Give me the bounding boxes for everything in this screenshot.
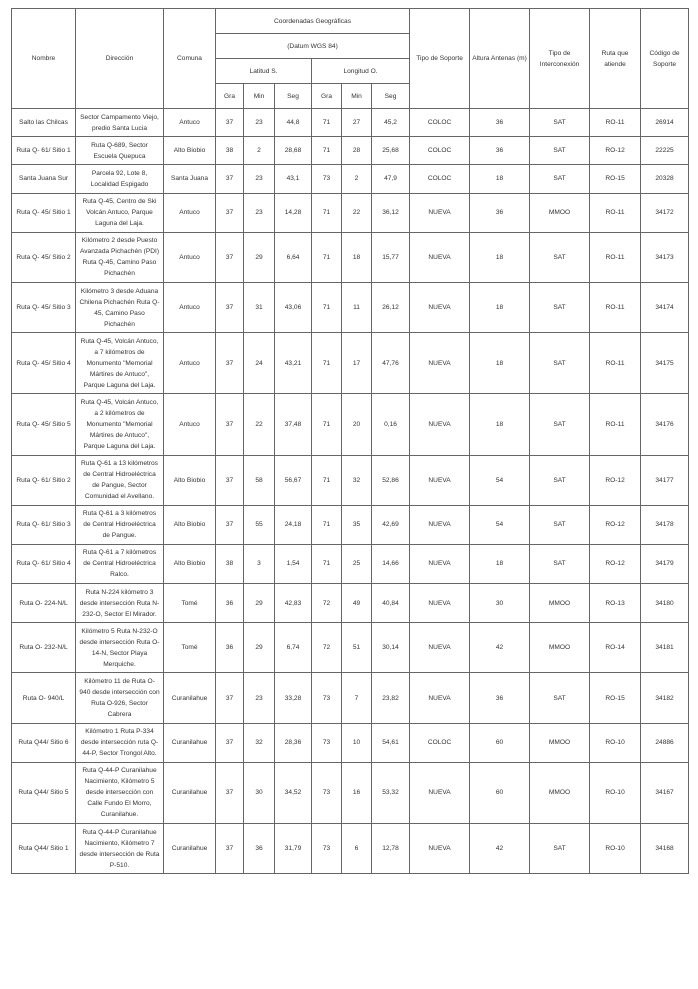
cell-comuna: Antuco xyxy=(164,333,216,394)
cell-lat-gra: 37 xyxy=(216,282,244,332)
cell-comuna: Tomé xyxy=(164,623,216,673)
cell-ruta: RO-10 xyxy=(590,824,641,874)
cell-lon-gra: 73 xyxy=(312,824,342,874)
cell-lat-seg: 1,54 xyxy=(275,544,312,583)
cell-ruta: RO-15 xyxy=(590,673,641,723)
cell-inter: SAT xyxy=(530,282,590,332)
cell-lon-min: 28 xyxy=(342,137,372,165)
cell-direccion: Kilómetro 5 Ruta N-232-O desde intersección Ruta O- 14-N, Sector Playa Merquiche. xyxy=(76,623,164,673)
cell-lat-seg: 28,68 xyxy=(275,137,312,165)
cell-altura: 36 xyxy=(470,137,530,165)
cell-comuna: Alto Biobio xyxy=(164,544,216,583)
cell-lon-seg: 26,12 xyxy=(372,282,410,332)
cell-codigo: 34172 xyxy=(641,193,689,232)
cell-lon-gra: 71 xyxy=(312,232,342,282)
cell-inter: SAT xyxy=(530,673,590,723)
cell-lon-gra: 71 xyxy=(312,333,342,394)
cell-lon-min: 2 xyxy=(342,165,372,193)
cell-lon-gra: 72 xyxy=(312,584,342,623)
cell-lon-min: 10 xyxy=(342,723,372,762)
cell-ruta: RO-11 xyxy=(590,232,641,282)
cell-nombre: Ruta Q44/ Sitio 5 xyxy=(12,762,76,823)
cell-tipo: NUEVA xyxy=(410,193,470,232)
table-row xyxy=(12,137,689,165)
table-header xyxy=(12,9,689,109)
cell-lat-min: 29 xyxy=(244,584,275,623)
cell-lon-min: 6 xyxy=(342,824,372,874)
cell-comuna: Antuco xyxy=(164,232,216,282)
table-row xyxy=(12,824,689,874)
cell-lat-seg: 28,36 xyxy=(275,723,312,762)
sites-table xyxy=(11,8,689,874)
cell-lon-gra: 73 xyxy=(312,723,342,762)
cell-inter: MMOO xyxy=(530,193,590,232)
cell-ruta: RO-11 xyxy=(590,333,641,394)
cell-lat-gra: 37 xyxy=(216,333,244,394)
cell-nombre: Ruta O- 940/L xyxy=(12,673,76,723)
cell-nombre: Ruta Q- 45/ Sitio 1 xyxy=(12,193,76,232)
cell-ruta: RO-11 xyxy=(590,109,641,137)
cell-altura: 18 xyxy=(470,282,530,332)
cell-comuna: Alto Biobio xyxy=(164,505,216,544)
cell-codigo: 34178 xyxy=(641,505,689,544)
cell-altura: 36 xyxy=(470,673,530,723)
cell-direccion: Ruta Q-45, Centro de Ski Volcán Antuco, Parque Laguna del Laja. xyxy=(76,193,164,232)
cell-inter: MMOO xyxy=(530,723,590,762)
cell-nombre: Ruta Q- 61/ Sitio 1 xyxy=(12,137,76,165)
cell-lat-gra: 37 xyxy=(216,109,244,137)
cell-lat-min: 23 xyxy=(244,109,275,137)
header-lat-min: Min xyxy=(244,84,275,109)
cell-lat-min: 2 xyxy=(244,137,275,165)
cell-lat-min: 36 xyxy=(244,824,275,874)
cell-direccion: Ruta Q-45, Volcán Antuco, a 2 kilómetros de Monumento "Memorial Mártires de Antuco", Parque Laguna del Laja. xyxy=(76,394,164,455)
cell-altura: 18 xyxy=(470,544,530,583)
cell-nombre: Ruta O- 224-N/L xyxy=(12,584,76,623)
cell-codigo: 34175 xyxy=(641,333,689,394)
cell-lat-seg: 6,64 xyxy=(275,232,312,282)
cell-lon-min: 35 xyxy=(342,505,372,544)
cell-codigo: 34181 xyxy=(641,623,689,673)
cell-lon-gra: 71 xyxy=(312,394,342,455)
cell-inter: SAT xyxy=(530,333,590,394)
cell-comuna: Alto Biobio xyxy=(164,137,216,165)
cell-tipo: NUEVA xyxy=(410,455,470,505)
cell-inter: SAT xyxy=(530,544,590,583)
cell-inter: SAT xyxy=(530,109,590,137)
cell-lon-gra: 73 xyxy=(312,165,342,193)
cell-lat-seg: 37,48 xyxy=(275,394,312,455)
cell-direccion: Kilómetro 2 desde Puesto Avanzada Pichachén (PDI) Ruta Q-45, Camino Paso Pichachén xyxy=(76,232,164,282)
cell-lat-gra: 38 xyxy=(216,137,244,165)
cell-codigo: 34174 xyxy=(641,282,689,332)
cell-lat-gra: 37 xyxy=(216,165,244,193)
cell-lat-min: 55 xyxy=(244,505,275,544)
header-coordenadas: Coordenadas Geográficas xyxy=(216,9,410,34)
cell-lon-seg: 25,68 xyxy=(372,137,410,165)
cell-inter: SAT xyxy=(530,455,590,505)
cell-lat-gra: 36 xyxy=(216,584,244,623)
header-lon-min: Min xyxy=(342,84,372,109)
cell-lon-min: 11 xyxy=(342,282,372,332)
cell-comuna: Curanilahue xyxy=(164,824,216,874)
header-lon-seg: Seg xyxy=(372,84,410,109)
cell-comuna: Curanilahue xyxy=(164,723,216,762)
cell-lat-gra: 36 xyxy=(216,623,244,673)
cell-lon-seg: 53,32 xyxy=(372,762,410,823)
cell-lat-min: 3 xyxy=(244,544,275,583)
header-ruta: Ruta que atiende xyxy=(590,9,641,109)
cell-lon-seg: 15,77 xyxy=(372,232,410,282)
cell-lat-seg: 34,52 xyxy=(275,762,312,823)
cell-codigo: 24886 xyxy=(641,723,689,762)
header-latitud: Latitud S. xyxy=(216,59,312,84)
cell-lat-min: 58 xyxy=(244,455,275,505)
cell-lon-min: 17 xyxy=(342,333,372,394)
cell-lat-seg: 43,21 xyxy=(275,333,312,394)
cell-lon-seg: 42,69 xyxy=(372,505,410,544)
table-row xyxy=(12,165,689,193)
cell-altura: 42 xyxy=(470,824,530,874)
cell-tipo: NUEVA xyxy=(410,282,470,332)
cell-lon-gra: 71 xyxy=(312,282,342,332)
cell-lat-gra: 38 xyxy=(216,544,244,583)
cell-lon-seg: 47,76 xyxy=(372,333,410,394)
cell-inter: SAT xyxy=(530,165,590,193)
table-body xyxy=(12,109,689,874)
cell-codigo: 26914 xyxy=(641,109,689,137)
header-tipo-soporte: Tipo de Soporte xyxy=(410,9,470,109)
cell-direccion: Sector Campamento Viejo, predio Santa Lucia xyxy=(76,109,164,137)
cell-direccion: Ruta N-224 kilómetro 3 desde intersección Ruta N- 232-O, Sector El Mirador. xyxy=(76,584,164,623)
cell-lon-min: 7 xyxy=(342,673,372,723)
cell-ruta: RO-13 xyxy=(590,584,641,623)
cell-ruta: RO-10 xyxy=(590,723,641,762)
cell-lat-gra: 37 xyxy=(216,762,244,823)
cell-lat-min: 23 xyxy=(244,193,275,232)
cell-altura: 18 xyxy=(470,394,530,455)
cell-lat-min: 22 xyxy=(244,394,275,455)
cell-tipo: NUEVA xyxy=(410,584,470,623)
cell-inter: SAT xyxy=(530,824,590,874)
table-row xyxy=(12,584,689,623)
cell-inter: SAT xyxy=(530,394,590,455)
cell-altura: 42 xyxy=(470,623,530,673)
cell-direccion: Kilómetro 1 Ruta P-334 desde intersección ruta Q-44-P, Sector Trongol Alto. xyxy=(76,723,164,762)
cell-lat-seg: 33,28 xyxy=(275,673,312,723)
cell-nombre: Santa Juana Sur xyxy=(12,165,76,193)
cell-lat-seg: 31,79 xyxy=(275,824,312,874)
cell-lat-min: 31 xyxy=(244,282,275,332)
cell-tipo: NUEVA xyxy=(410,673,470,723)
header-lon-gra: Gra xyxy=(312,84,342,109)
cell-lon-gra: 71 xyxy=(312,544,342,583)
cell-codigo: 20328 xyxy=(641,165,689,193)
cell-altura: 18 xyxy=(470,333,530,394)
cell-lat-min: 24 xyxy=(244,333,275,394)
cell-lon-seg: 23,82 xyxy=(372,673,410,723)
cell-lon-seg: 40,84 xyxy=(372,584,410,623)
cell-altura: 36 xyxy=(470,193,530,232)
header-altura: Altura Antenas (m) xyxy=(470,9,530,109)
cell-altura: 60 xyxy=(470,723,530,762)
table-row xyxy=(12,762,689,823)
cell-altura: 30 xyxy=(470,584,530,623)
cell-lat-min: 23 xyxy=(244,165,275,193)
cell-lon-seg: 47,9 xyxy=(372,165,410,193)
cell-codigo: 34182 xyxy=(641,673,689,723)
cell-comuna: Antuco xyxy=(164,109,216,137)
cell-comuna: Tomé xyxy=(164,584,216,623)
cell-comuna: Antuco xyxy=(164,394,216,455)
cell-codigo: 34168 xyxy=(641,824,689,874)
cell-lat-seg: 24,18 xyxy=(275,505,312,544)
cell-codigo: 34176 xyxy=(641,394,689,455)
cell-codigo: 34167 xyxy=(641,762,689,823)
cell-lat-gra: 37 xyxy=(216,394,244,455)
cell-tipo: NUEVA xyxy=(410,824,470,874)
cell-altura: 36 xyxy=(470,109,530,137)
header-interconexion: Tipo de Interconexión xyxy=(530,9,590,109)
cell-lat-min: 30 xyxy=(244,762,275,823)
cell-tipo: COLOC xyxy=(410,723,470,762)
cell-direccion: Ruta Q-45, Volcán Antuco, a 7 kilómetros de Monumento "Memorial Mártires de Antuco", Parque Laguna del Laja. xyxy=(76,333,164,394)
header-comuna: Comuna xyxy=(164,9,216,109)
cell-nombre: Ruta Q- 45/ Sitio 2 xyxy=(12,232,76,282)
cell-tipo: NUEVA xyxy=(410,505,470,544)
table-row xyxy=(12,282,689,332)
table-row xyxy=(12,193,689,232)
cell-nombre: Ruta Q- 45/ Sitio 4 xyxy=(12,333,76,394)
cell-lat-min: 29 xyxy=(244,623,275,673)
header-datum: (Datum WGS 84) xyxy=(216,34,410,59)
cell-ruta: RO-14 xyxy=(590,623,641,673)
cell-codigo: 22225 xyxy=(641,137,689,165)
cell-inter: MMOO xyxy=(530,623,590,673)
cell-lat-min: 29 xyxy=(244,232,275,282)
cell-codigo: 34177 xyxy=(641,455,689,505)
cell-comuna: Antuco xyxy=(164,193,216,232)
cell-lon-min: 51 xyxy=(342,623,372,673)
cell-lon-min: 32 xyxy=(342,455,372,505)
table-row xyxy=(12,109,689,137)
header-lat-seg: Seg xyxy=(275,84,312,109)
cell-lat-gra: 37 xyxy=(216,193,244,232)
cell-ruta: RO-11 xyxy=(590,394,641,455)
table-row xyxy=(12,394,689,455)
cell-tipo: NUEVA xyxy=(410,544,470,583)
header-lat-gra: Gra xyxy=(216,84,244,109)
cell-nombre: Ruta Q44/ Sitio 1 xyxy=(12,824,76,874)
cell-lat-seg: 42,83 xyxy=(275,584,312,623)
cell-lat-gra: 37 xyxy=(216,505,244,544)
cell-lon-seg: 30,14 xyxy=(372,623,410,673)
cell-lat-seg: 44,8 xyxy=(275,109,312,137)
cell-lon-gra: 73 xyxy=(312,673,342,723)
cell-nombre: Ruta Q- 45/ Sitio 3 xyxy=(12,282,76,332)
cell-ruta: RO-12 xyxy=(590,505,641,544)
cell-comuna: Antuco xyxy=(164,282,216,332)
table-row xyxy=(12,623,689,673)
cell-lat-gra: 37 xyxy=(216,824,244,874)
cell-comuna: Curanilahue xyxy=(164,673,216,723)
cell-lon-min: 49 xyxy=(342,584,372,623)
cell-lon-seg: 12,78 xyxy=(372,824,410,874)
cell-ruta: RO-10 xyxy=(590,762,641,823)
cell-nombre: Ruta Q- 45/ Sitio 5 xyxy=(12,394,76,455)
cell-nombre: Salto las Chilcas xyxy=(12,109,76,137)
cell-tipo: NUEVA xyxy=(410,394,470,455)
cell-altura: 54 xyxy=(470,505,530,544)
cell-lat-min: 32 xyxy=(244,723,275,762)
cell-nombre: Ruta Q- 61/ Sitio 2 xyxy=(12,455,76,505)
cell-lon-gra: 71 xyxy=(312,455,342,505)
cell-inter: SAT xyxy=(530,137,590,165)
cell-direccion: Ruta Q-61 a 13 kilómetros de Central Hidroeléctrica de Pangue, Sector Comunidad el Avellano. xyxy=(76,455,164,505)
cell-lon-gra: 72 xyxy=(312,623,342,673)
table-row xyxy=(12,544,689,583)
cell-lat-seg: 56,67 xyxy=(275,455,312,505)
cell-inter: SAT xyxy=(530,232,590,282)
cell-ruta: RO-11 xyxy=(590,282,641,332)
cell-altura: 54 xyxy=(470,455,530,505)
cell-lon-min: 27 xyxy=(342,109,372,137)
cell-comuna: Alto Biobio xyxy=(164,455,216,505)
cell-tipo: NUEVA xyxy=(410,762,470,823)
cell-tipo: COLOC xyxy=(410,165,470,193)
cell-codigo: 34173 xyxy=(641,232,689,282)
cell-lat-gra: 37 xyxy=(216,723,244,762)
table-row xyxy=(12,505,689,544)
table-row xyxy=(12,333,689,394)
cell-lat-seg: 43,1 xyxy=(275,165,312,193)
cell-ruta: RO-11 xyxy=(590,193,641,232)
cell-lon-min: 20 xyxy=(342,394,372,455)
cell-tipo: COLOC xyxy=(410,137,470,165)
cell-codigo: 34179 xyxy=(641,544,689,583)
cell-nombre: Ruta O- 232-N/L xyxy=(12,623,76,673)
cell-lon-gra: 71 xyxy=(312,109,342,137)
cell-direccion: Kilómetro 11 de Ruta O-940 desde intersección con Ruta O-926, Sector Cabrera xyxy=(76,673,164,723)
cell-nombre: Ruta Q- 61/ Sitio 4 xyxy=(12,544,76,583)
cell-nombre: Ruta Q44/ Sitio 6 xyxy=(12,723,76,762)
cell-lon-seg: 54,61 xyxy=(372,723,410,762)
cell-direccion: Ruta Q-61 a 3 kilómetros de Central Hidroeléctrica de Pangue. xyxy=(76,505,164,544)
cell-lat-seg: 6,74 xyxy=(275,623,312,673)
cell-inter: MMOO xyxy=(530,762,590,823)
table-row xyxy=(12,232,689,282)
table-row xyxy=(12,723,689,762)
header-codigo: Código de Soporte xyxy=(641,9,689,109)
cell-lat-min: 23 xyxy=(244,673,275,723)
cell-comuna: Curanilahue xyxy=(164,762,216,823)
cell-lon-min: 16 xyxy=(342,762,372,823)
table-row xyxy=(12,673,689,723)
cell-comuna: Santa Juana xyxy=(164,165,216,193)
cell-lon-seg: 52,86 xyxy=(372,455,410,505)
cell-direccion: Kilómetro 3 desde Aduana Chilena Pichachén Ruta Q- 45, Camino Paso Pichachén xyxy=(76,282,164,332)
table-row xyxy=(12,455,689,505)
cell-inter: SAT xyxy=(530,505,590,544)
cell-ruta: RO-12 xyxy=(590,455,641,505)
cell-direccion: Ruta Q-61 a 7 kilómetros de Central Hidroeléctrica Ralco. xyxy=(76,544,164,583)
cell-ruta: RO-12 xyxy=(590,137,641,165)
cell-direccion: Ruta Q-689, Sector Escuela Quepuca xyxy=(76,137,164,165)
cell-lon-seg: 45,2 xyxy=(372,109,410,137)
cell-altura: 60 xyxy=(470,762,530,823)
cell-lon-gra: 71 xyxy=(312,137,342,165)
cell-altura: 18 xyxy=(470,165,530,193)
cell-lon-gra: 71 xyxy=(312,505,342,544)
cell-tipo: NUEVA xyxy=(410,232,470,282)
cell-lat-gra: 37 xyxy=(216,455,244,505)
cell-lon-gra: 73 xyxy=(312,762,342,823)
cell-lon-min: 18 xyxy=(342,232,372,282)
cell-ruta: RO-15 xyxy=(590,165,641,193)
cell-lat-seg: 43,06 xyxy=(275,282,312,332)
cell-direccion: Parcela 92, Lote 8, Localidad Espigado xyxy=(76,165,164,193)
cell-inter: MMOO xyxy=(530,584,590,623)
cell-lon-min: 25 xyxy=(342,544,372,583)
cell-lon-seg: 14,66 xyxy=(372,544,410,583)
cell-altura: 18 xyxy=(470,232,530,282)
cell-codigo: 34180 xyxy=(641,584,689,623)
cell-lon-gra: 71 xyxy=(312,193,342,232)
cell-tipo: COLOC xyxy=(410,109,470,137)
cell-lat-gra: 37 xyxy=(216,232,244,282)
cell-direccion: Ruta Q-44-P Curanilahue Nacimiento, Kilómetro 5 desde intersección con Calle Fundo El Morro, Curanilahue. xyxy=(76,762,164,823)
cell-lon-min: 22 xyxy=(342,193,372,232)
cell-lon-seg: 36,12 xyxy=(372,193,410,232)
cell-lat-seg: 14,28 xyxy=(275,193,312,232)
header-nombre: Nombre xyxy=(12,9,76,109)
cell-lon-seg: 0,16 xyxy=(372,394,410,455)
header-longitud: Longitud O. xyxy=(312,59,410,84)
cell-lat-gra: 37 xyxy=(216,673,244,723)
header-direccion: Dirección xyxy=(76,9,164,109)
cell-ruta: RO-12 xyxy=(590,544,641,583)
cell-tipo: NUEVA xyxy=(410,623,470,673)
cell-direccion: Ruta Q-44-P Curanilahue Nacimiento, Kilómetro 7 desde intersección de Ruta P-510. xyxy=(76,824,164,874)
cell-tipo: NUEVA xyxy=(410,333,470,394)
cell-nombre: Ruta Q- 61/ Sitio 3 xyxy=(12,505,76,544)
